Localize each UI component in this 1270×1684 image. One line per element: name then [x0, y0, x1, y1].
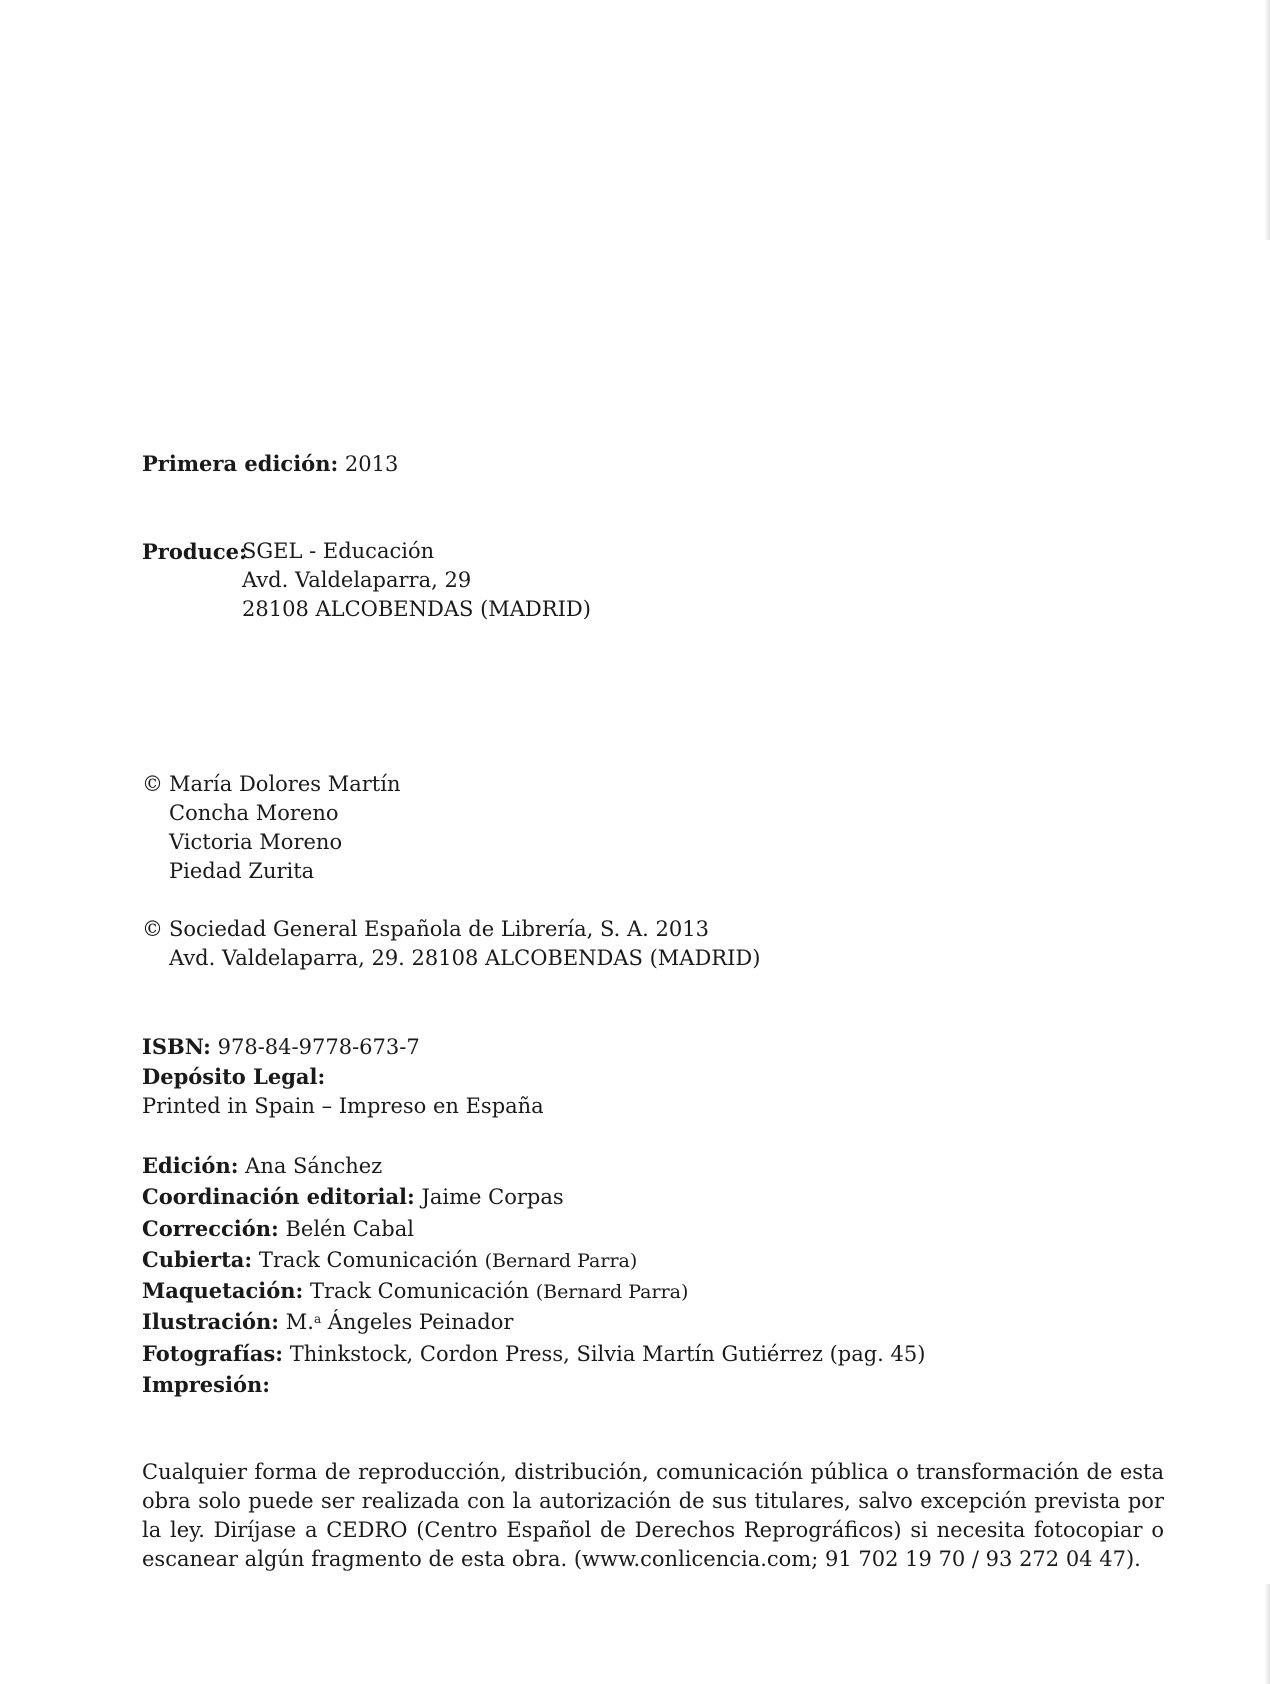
copyright-publisher-block	[142, 915, 760, 973]
credit-value-sup: a	[313, 1312, 322, 1327]
page-edge-shadow-bottom	[1264, 1584, 1270, 1684]
produce-block	[142, 537, 591, 624]
credit-value	[286, 1310, 514, 1334]
edition-label: Primera edición:	[142, 451, 339, 476]
copyright-authors-block	[142, 770, 400, 886]
credits-block	[142, 1150, 925, 1400]
produce-line-2: Avd. Valdelaparra, 29	[242, 568, 472, 592]
produce-label: Produce:	[142, 539, 247, 564]
author-name: María Dolores Martín	[169, 772, 401, 796]
credit-extra: (Bernard Parra)	[484, 1249, 638, 1272]
isbn-value: 978-84-9778-673-7	[217, 1035, 420, 1059]
credit-label: Fotografías:	[142, 1340, 284, 1366]
produce-line-1: SGEL - Educación	[242, 539, 435, 563]
credit-label: Impresión:	[142, 1372, 270, 1398]
author-name: Victoria Moreno	[169, 830, 343, 854]
credit-extra: (Bernard Parra)	[535, 1281, 689, 1304]
edition-line	[142, 449, 398, 479]
credit-value: Track Comunicación	[258, 1247, 478, 1272]
credit-value-suffix: Ángeles Peinador	[321, 1310, 514, 1335]
credit-label: Cubierta:	[142, 1246, 253, 1272]
credit-label: Ilustración:	[142, 1309, 280, 1335]
author-name: Piedad Zurita	[169, 859, 315, 883]
legal-notice: Cualquier forma de reproducción, distribución, comunicación pública o transformación de esta obra solo puede ser realizada con la autorización de sus titulares, salvo excepción prevista por la ley. Diríjase a CEDRO (Centro Español de Derechos Reprográficos) si necesita fotocopiar o escanear algún fragmento de esta obra. (www.conlicencia.com; 91 702 19 70 / 93 272 04 47).	[142, 1460, 1164, 1571]
printed-in-line: Printed in Spain – Impreso en España	[142, 1094, 544, 1118]
credit-value-prefix: M.	[285, 1310, 314, 1335]
page-edge-shadow-top	[1264, 0, 1270, 240]
credit-value: Thinkstock, Cordon Press, Silvia Martín Gutiérrez (pag. 45)	[289, 1341, 926, 1366]
isbn-label: ISBN:	[142, 1034, 211, 1059]
isbn-block	[142, 1032, 544, 1121]
deposito-label: Depósito Legal:	[142, 1064, 326, 1089]
credit-value: Belén Cabal	[285, 1216, 414, 1241]
credit-value: Ana Sánchez	[245, 1154, 383, 1178]
credit-label: Corrección:	[142, 1215, 279, 1241]
edition-value: 2013	[344, 452, 399, 476]
produce-line-3: 28108 ALCOBENDAS (MADRID)	[242, 597, 591, 621]
credit-value: Track Comunicación	[309, 1279, 529, 1304]
publisher-name: Sociedad General Española de Librería, S. A. 2013	[169, 917, 709, 941]
copyright-symbol: ©	[142, 917, 163, 941]
credit-label: Edición:	[142, 1153, 239, 1178]
credit-label: Maquetación:	[142, 1278, 304, 1304]
credit-value: Jaime Corpas	[421, 1185, 564, 1210]
credit-label: Coordinación editorial:	[142, 1184, 415, 1210]
publisher-address: Avd. Valdelaparra, 29. 28108 ALCOBENDAS (MADRID)	[169, 946, 761, 970]
copyright-symbol: ©	[142, 772, 163, 796]
author-name: Concha Moreno	[169, 801, 339, 825]
